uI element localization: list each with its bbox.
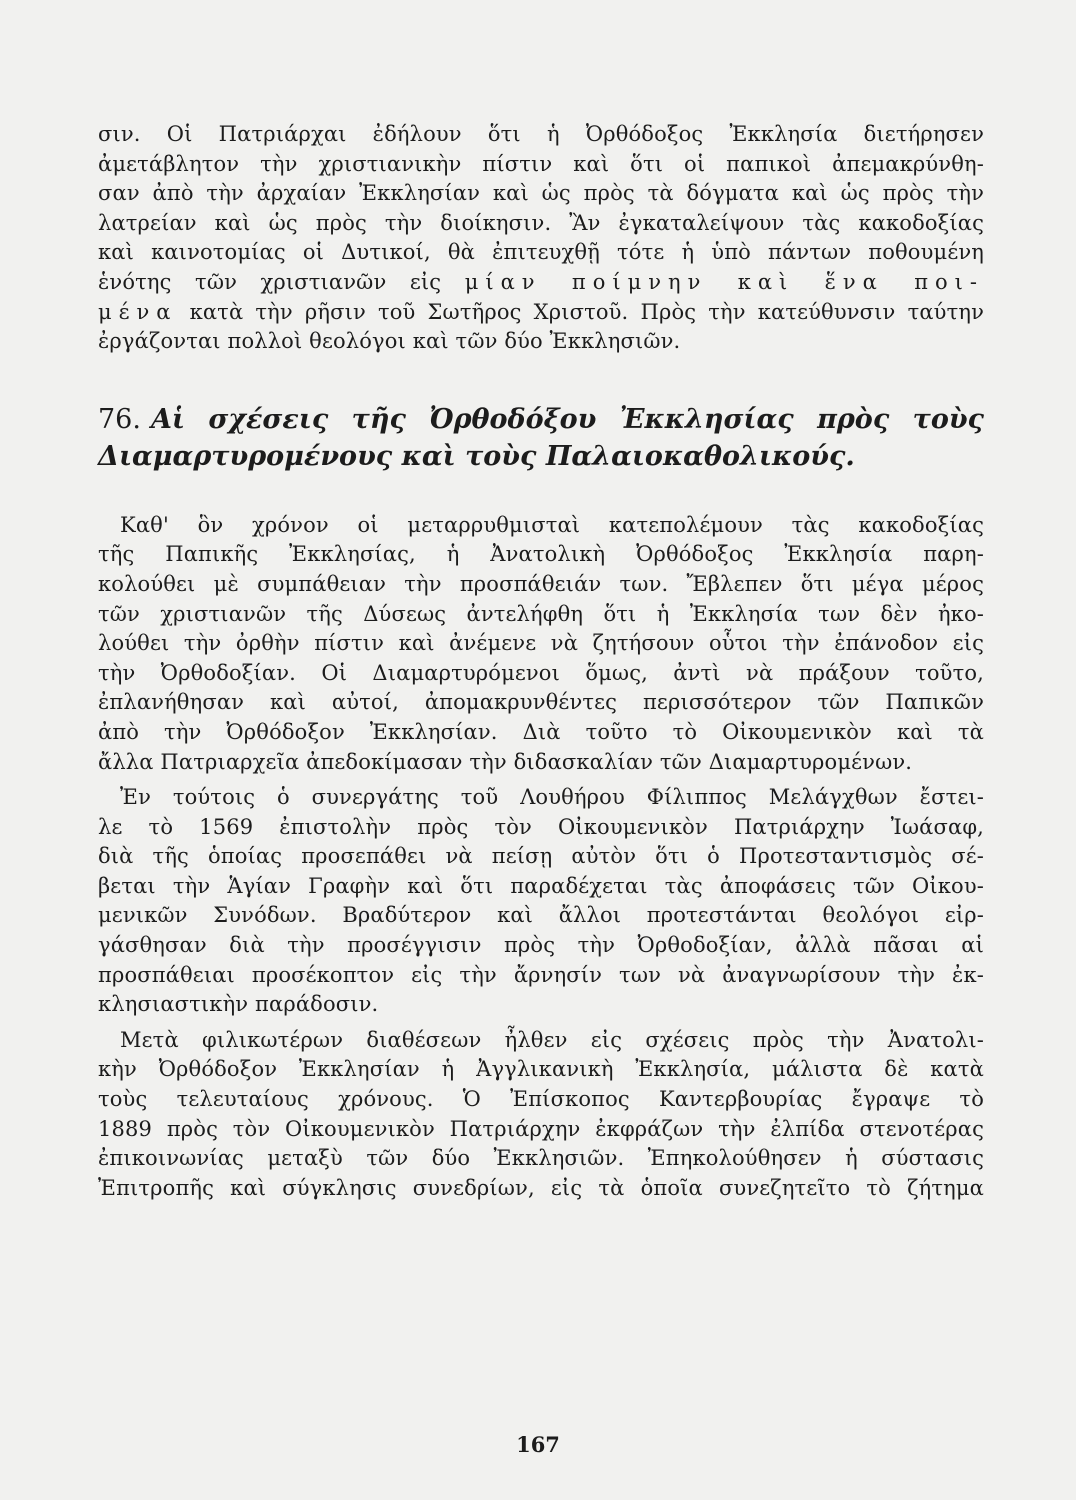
- text-line: τῶν χριστιανῶν τῆς Δύσεως ἀντελήφθη ὅτι ἡ Ἐκκλησία των δὲν ἠκο-: [98, 601, 984, 626]
- text-line: Καθ' ὃν χρόνον οἱ μεταρρυθμισταὶ κατεπολέμουν τὰς κακοδοξίας: [120, 512, 984, 537]
- section-number: 76.: [98, 403, 141, 435]
- section-heading-line1: [98, 401, 984, 438]
- text-line: γάσθησαν διὰ τὴν προσέγγισιν πρὸς τὴν Ὀρθοδοξίαν, ἀλλὰ πᾶσαι αἱ: [98, 933, 984, 958]
- text-line: [98, 268, 984, 298]
- text-line: Ἐν τούτοις ὁ συνεργάτης τοῦ Λουθήρου Φίλιππος Μελάγχθων ἔστει-: [120, 785, 984, 810]
- text-fragment: κατὰ τὴν ρῆσιν τοῦ Σωτῆρος Χριστοῦ. Πρὸς τὴν κατεύθυνσιν ταύτην: [177, 299, 984, 324]
- text-line: ἐργάζονται πολλοὶ θεολόγοι καὶ τῶν δύο Ἐκκλησιῶν.: [98, 329, 681, 354]
- paragraph-2: [98, 783, 984, 1020]
- text-line: κλησιαστικὴν παράδοσιν.: [98, 992, 379, 1017]
- paragraph-1: [98, 511, 984, 777]
- section-heading: [98, 401, 984, 475]
- text-line: βεται τὴν Ἁγίαν Γραφὴν καὶ ὅτι παραδέχεται τὰς ἀποφάσεις τῶν Οἰκου-: [98, 873, 984, 898]
- text-line: λατρείαν καὶ ὡς πρὸς τὴν διοίκησιν. Ἂν ἐγκαταλείψουν τὰς κακοδοξίας: [98, 210, 984, 235]
- text-line: διὰ τῆς ὁποίας προσεπάθει νὰ πείσῃ αὐτὸν ὅτι ὁ Προτεσταντισμὸς σέ-: [98, 844, 984, 869]
- text-line: ἀμετάβλητον τὴν χριστιανικὴν πίστιν καὶ ὅτι οἱ παπικοὶ ἀπεμακρύνθη-: [98, 151, 984, 176]
- text-line: κὴν Ὀρθόδοξον Ἐκκλησίαν ἡ Ἀγγλικανικὴ Ἐκκλησία, μάλιστα δὲ κατὰ: [98, 1057, 984, 1082]
- text-line: ἐπικοινωνίας μεταξὺ τῶν δύο Ἐκκλησιῶν. Ἐπηκολούθησεν ἡ σύστασις: [98, 1146, 984, 1171]
- section-title-part2: Διαμαρτυρομένους καὶ τοὺς Παλαιοκαθολικούς.: [98, 440, 855, 472]
- text-line: λούθει τὴν ὀρθὴν πίστιν καὶ ἀνέμενε νὰ ζητήσουν οὗτοι τὴν ἐπάνοδον εἰς: [98, 631, 984, 656]
- text-line: ἀπὸ τὴν Ὀρθόδοξον Ἐκκλησίαν. Διὰ τοῦτο τὸ Οἰκουμενικὸν καὶ τὰ: [98, 719, 984, 744]
- text-line: [98, 298, 984, 328]
- continuation-paragraph: [98, 120, 984, 357]
- spaced-quote: μένα: [98, 299, 178, 324]
- text-line: μενικῶν Συνόδων. Βραδύτερον καὶ ἄλλοι προτεστάνται θεολόγοι εἰρ-: [98, 903, 984, 928]
- text-line: σιν. Οἱ Πατριάρχαι ἐδήλουν ὅτι ἡ Ὀρθόδοξος Ἐκκλησία διετήρησεν: [98, 122, 984, 146]
- text-line: Ἐπιτροπῆς καὶ σύγκλησις συνεδρίων, εἰς τὰ ὁποῖα συνεζητεῖτο τὸ ζήτημα: [98, 1175, 984, 1200]
- page-number: 167: [516, 1432, 560, 1457]
- text-line: λε τὸ 1569 ἐπιστολὴν πρὸς τὸν Οἰκουμενικὸν Πατριάρχην Ἰωάσαφ,: [98, 814, 984, 839]
- text-line: τὴν Ὀρθοδοξίαν. Οἱ Διαμαρτυρόμενοι ὅμως, ἀντὶ νὰ πράξουν τοῦτο,: [98, 660, 984, 685]
- text-line: ἐπλανήθησαν καὶ αὐτοί, ἀπομακρυνθέντες περισσότερον τῶν Παπικῶν: [98, 690, 984, 715]
- text-line: 1889 πρὸς τὸν Οἰκουμενικὸν Πατριάρχην ἐκφράζων τὴν ἐλπίδα στενοτέρας: [98, 1116, 984, 1141]
- text-line: καὶ καινοτομίας οἱ Δυτικοί, θὰ ἐπιτευχθῇ τότε ἡ ὑπὸ πάντων ποθουμένη: [98, 240, 984, 265]
- text-line: σαν ἀπὸ τὴν ἀρχαίαν Ἐκκλησίαν καὶ ὡς πρὸς τὰ δόγματα καὶ ὡς πρὸς τὴν: [98, 181, 984, 206]
- section-title-part1: Αἱ σχέσεις τῆς Ὀρθοδόξου Ἐκκλησίας πρὸς τοὺς: [150, 403, 984, 435]
- text-line: τῆς Παπικῆς Ἐκκλησίας, ἡ Ἀνατολικὴ Ὀρθόδοξος Ἐκκλησία παρη-: [98, 542, 984, 567]
- text-line: ἄλλα Πατριαρχεῖα ἀπεδοκίμασαν τὴν διδασκαλίαν τῶν Διαμαρτυρομένων.: [98, 749, 913, 774]
- text-fragment: ἑνότης τῶν χριστιανῶν εἰς: [98, 269, 465, 294]
- spaced-quote: μίαν ποίμνην καὶ ἕνα ποι-: [464, 269, 984, 294]
- paragraph-3: [98, 1026, 984, 1204]
- text-line: κολούθει μὲ συμπάθειαν τὴν προσπάθειάν των. Ἔβλεπεν ὅτι μέγα μέρος: [98, 571, 984, 596]
- text-line: τοὺς τελευταίους χρόνους. Ὁ Ἐπίσκοπος Καντερβουρίας ἔγραψε τὸ: [98, 1087, 984, 1112]
- text-line: προσπάθειαι προσέκοπτον εἰς τὴν ἄρνησίν των νὰ ἀναγνωρίσουν τὴν ἐκ-: [98, 962, 984, 987]
- text-line: Μετὰ φιλικωτέρων διαθέσεων ἦλθεν εἰς σχέσεις πρὸς τὴν Ἀνατολι-: [120, 1027, 984, 1052]
